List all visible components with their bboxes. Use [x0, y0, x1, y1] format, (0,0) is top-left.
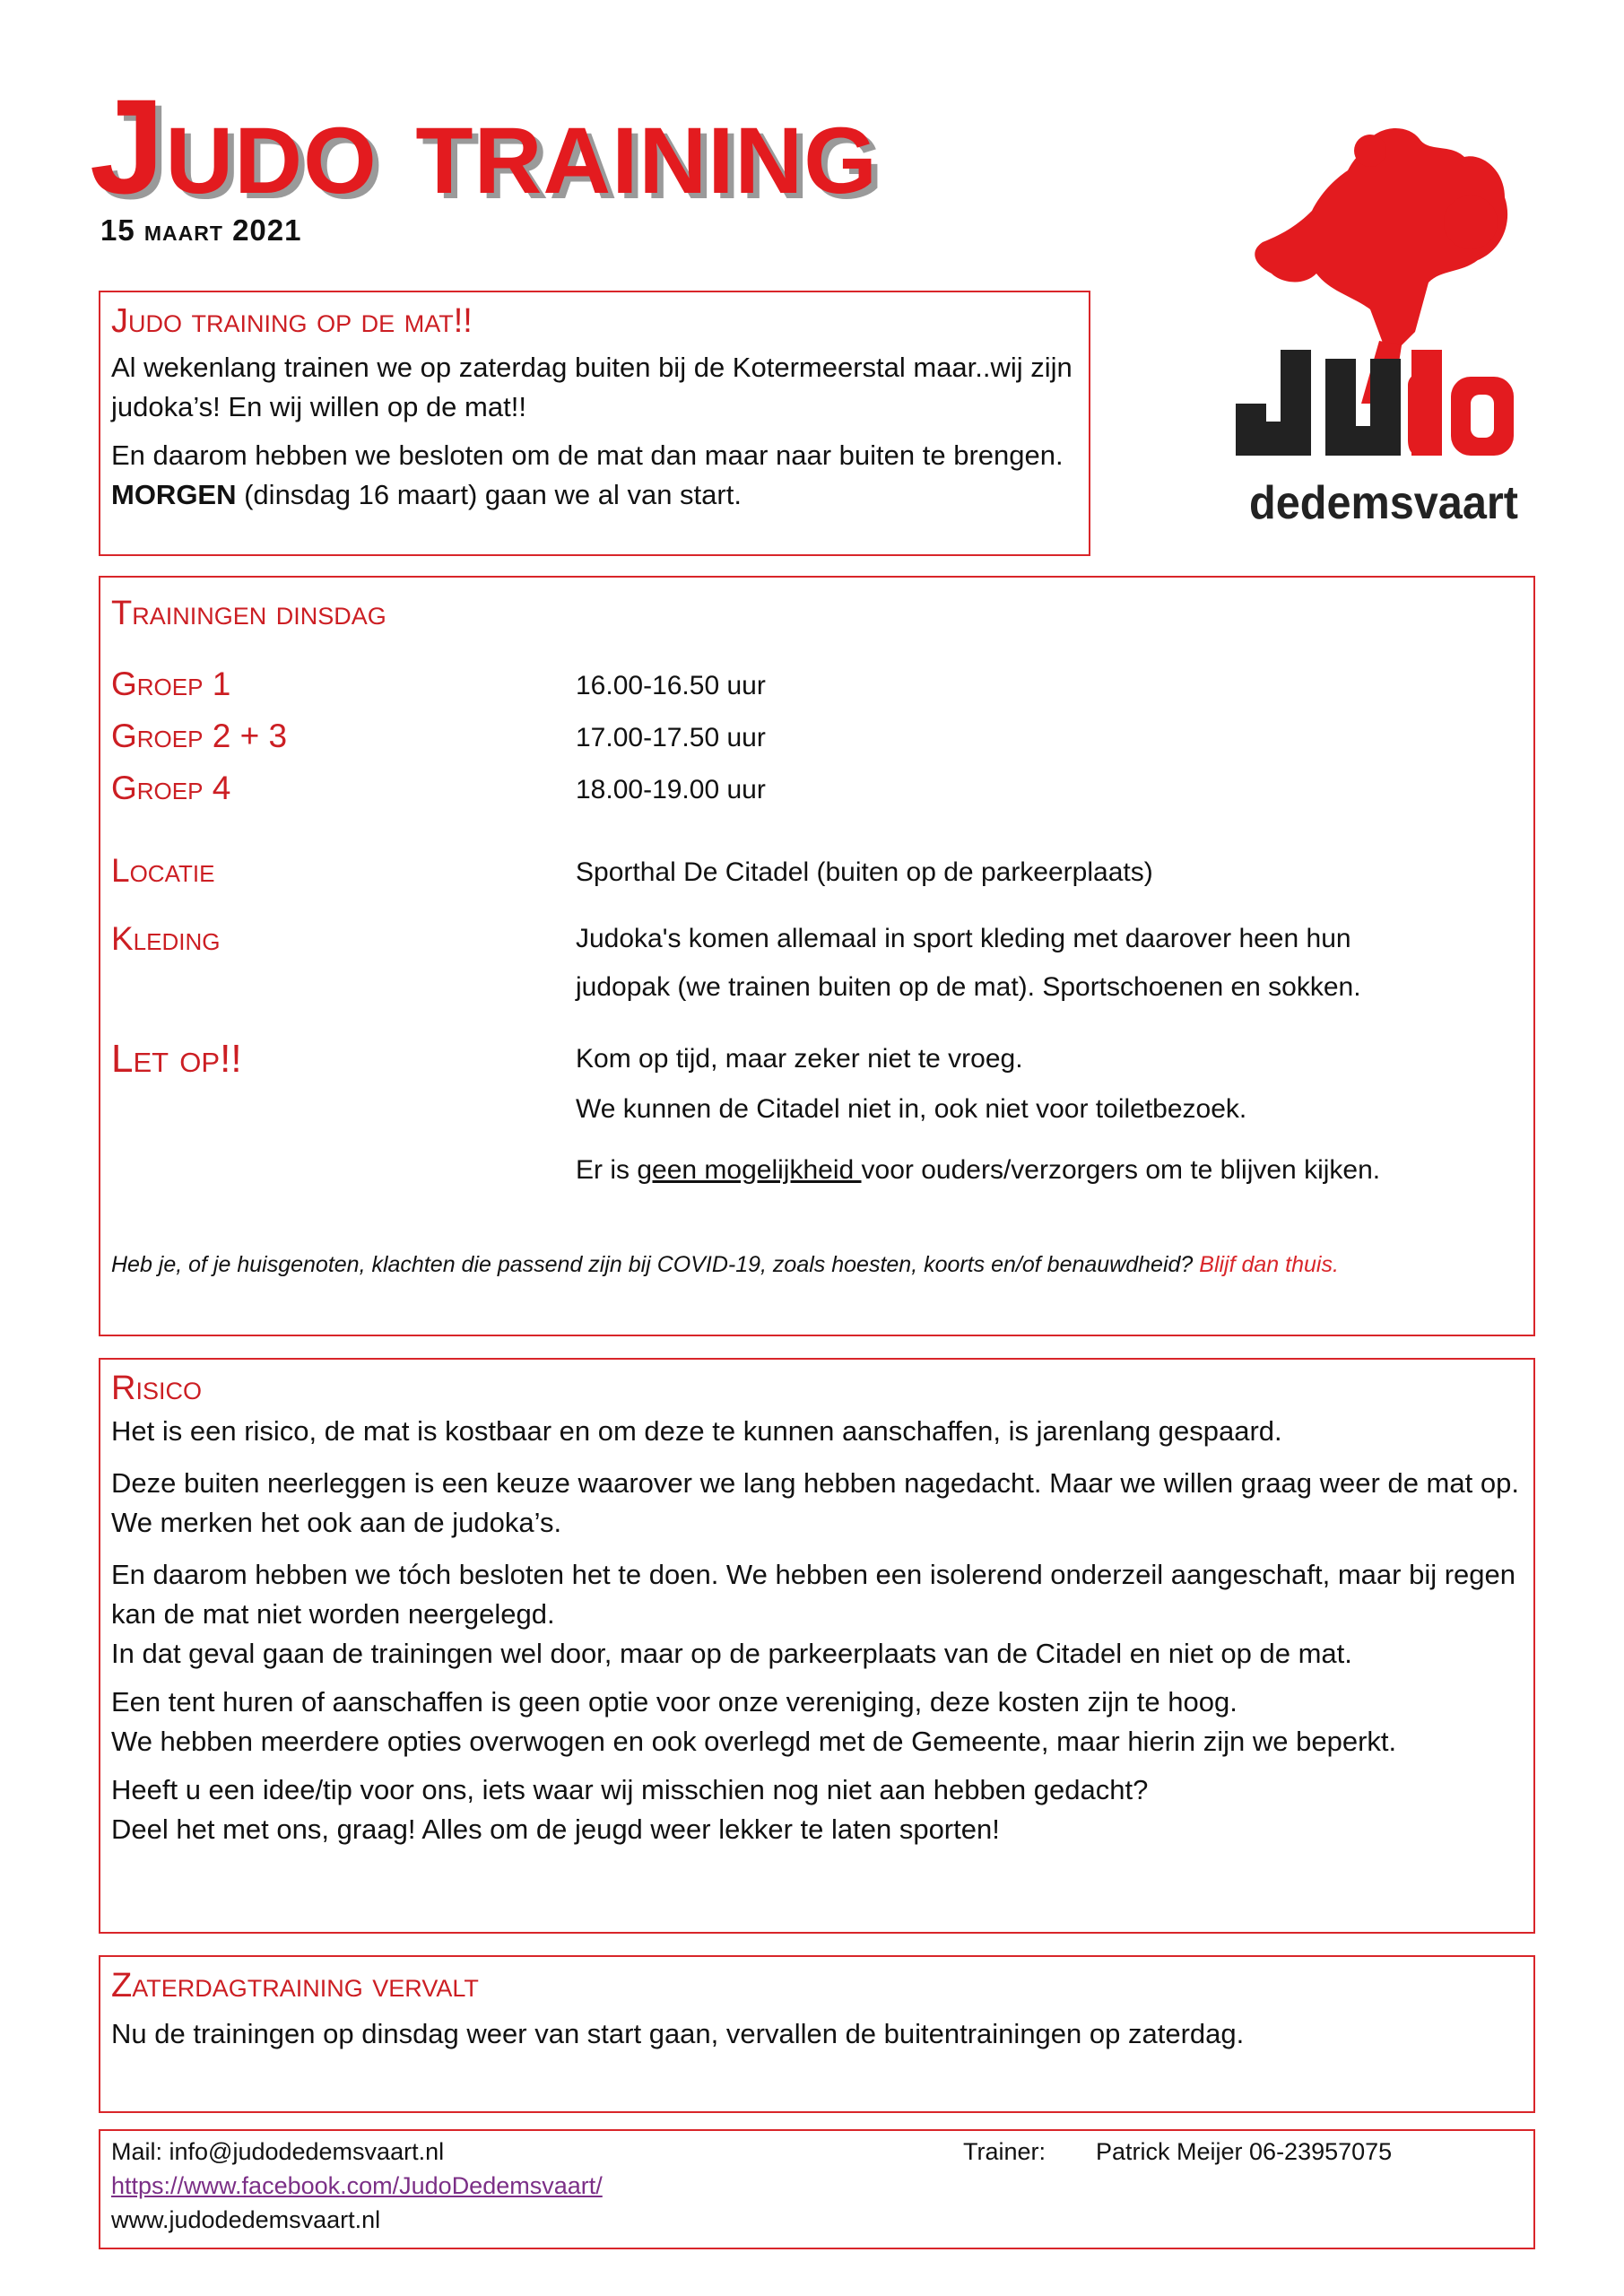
group-4-label: Groep 4	[111, 770, 231, 806]
saturday-paragraph: Nu de trainingen op dinsdag weer van start gaan, vervallen de buitentrainingen op zaterdag.	[111, 2017, 1245, 2049]
saturday-section	[99, 1955, 1535, 2113]
risk-section	[99, 1358, 1535, 1934]
group-2-3-label: Groep 2 + 3	[111, 718, 288, 754]
contact-footer	[99, 2129, 1535, 2249]
letop-line-2: We kunnen de Citadel niet in, ook niet voor toiletbezoek.	[576, 1094, 1247, 1124]
group-1-time: 16.00-16.50 uur	[576, 671, 766, 700]
mail-line: Mail: info@judodedemsvaart.nl	[111, 2138, 445, 2165]
intro-heading: Judo training op de mat!!	[111, 302, 473, 340]
letop-line-1: Kom op tijd, maar zeker niet te vroeg.	[576, 1044, 1023, 1074]
letop-label: Let op!!	[111, 1037, 242, 1081]
risk-paragraph-1: Het is een risico, de mat is kostbaar en om deze te kunnen aanschaffen, is jarenlang gespaard.	[111, 1414, 1282, 1447]
risk-paragraph-5b: Deel het met ons, graag! Alles om de jeugd weer lekker te laten sporten!	[111, 1813, 1000, 1845]
trainer-label: Trainer:	[963, 2138, 1046, 2165]
saturday-heading: Zaterdagtraining vervalt	[111, 1967, 479, 2005]
logo-word	[1236, 350, 1514, 456]
schedule-heading: Trainingen dinsdag	[111, 595, 386, 632]
risk-paragraph-4b: We hebben meerdere opties overwogen en ook overlegd met de Gemeente, maar hierin zijn we beperkt.	[111, 1725, 1397, 1757]
intro-paragraph-1: Al wekenlang trainen we op zaterdag buiten bij de Kotermeerstal maar..wij zijn judoka’s! En wij willen op de mat!!	[111, 351, 1073, 422]
date-label: 15 maart 2021	[100, 213, 302, 247]
locatie-label: Locatie	[111, 852, 215, 889]
risk-heading: Risico	[111, 1370, 202, 1407]
kleding-line-2: judopak (we trainen buiten op de mat). Sportschoenen en sokken.	[576, 972, 1361, 1002]
page-title: Judo training	[90, 71, 878, 222]
covid-note: Heb je, of je huisgenoten, klachten die passend zijn bij COVID-19, zoals hoesten, koorts en/of benauwdheid? Blijf dan thuis.	[111, 1252, 1339, 1277]
underlined-text: geen mogelijkheid	[637, 1155, 862, 1185]
facebook-link[interactable]: https://www.facebook.com/JudoDedemsvaart/	[111, 2172, 603, 2199]
letop-line-3: Er is geen mogelijkheid voor ouders/verzorgers om te blijven kijken.	[576, 1155, 1381, 1185]
risk-paragraph-5: Heeft u een idee/tip voor ons, iets waar wij misschien nog niet aan hebben gedacht?	[111, 1773, 1149, 1805]
kleding-line-1: Judoka's komen allemaal in sport kleding met daarover heen hun	[576, 924, 1351, 953]
risk-paragraph-3b: In dat geval gaan de trainingen wel door, maar op de parkeerplaats van de Citadel en niet op de mat.	[111, 1637, 1352, 1669]
locatie-value: Sporthal De Citadel (buiten op de parkeerplaats)	[576, 857, 1153, 887]
intro-paragraph-2: En daarom hebben we besloten om de mat dan maar naar buiten te brengen. MORGEN (dinsdag 16 maart) gaan we al van start.	[111, 439, 1064, 510]
trainer-contact: Patrick Meijer 06-23957075	[1096, 2138, 1393, 2165]
group-1-label: Groep 1	[111, 665, 231, 702]
group-4-time: 18.00-19.00 uur	[576, 775, 766, 804]
training-schedule-section	[99, 576, 1535, 1336]
covid-warning: Blijf dan thuis.	[1199, 1252, 1339, 1277]
judo-dedemsvaart-logo	[1236, 117, 1532, 565]
intro-emphasis: MORGEN	[111, 478, 237, 510]
logo-subtitle: dedemsvaart	[1249, 477, 1518, 529]
risk-paragraph-4: Een tent huren of aanschaffen is geen optie voor onze vereniging, deze kosten zijn te hoog.	[111, 1685, 1238, 1718]
website-line: www.judodedemsvaart.nl	[111, 2206, 381, 2233]
risk-paragraph-2: Deze buiten neerleggen is een keuze waarover we lang hebben nagedacht. Maar we willen graag weer de mat op. We merken het ook aan de judoka’s.	[111, 1466, 1519, 1538]
risk-paragraph-3: En daarom hebben we tóch besloten het te doen. We hebben een isolerend onderzeil aangeschaft, maar bij regen kan de mat niet worden neergelegd.	[111, 1558, 1515, 1630]
group-2-3-time: 17.00-17.50 uur	[576, 723, 766, 752]
kleding-label: Kleding	[111, 920, 221, 957]
intro-section	[99, 291, 1090, 556]
